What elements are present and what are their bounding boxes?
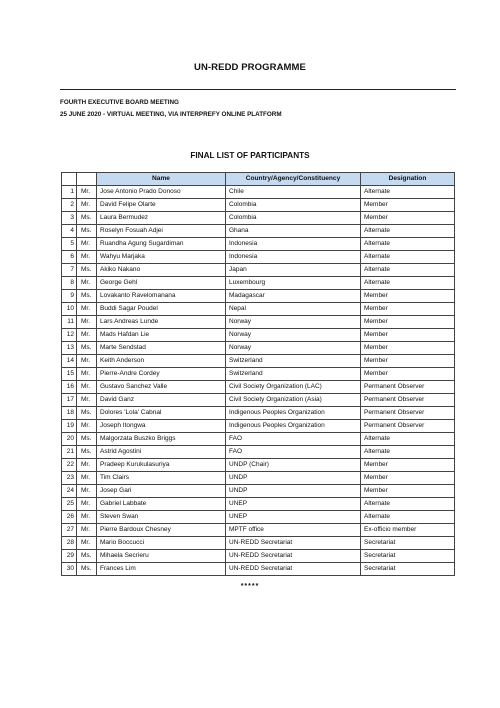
salutation: Mr. [77,394,97,407]
row-number: 17 [62,394,77,407]
salutation: Ms. [77,550,97,563]
salutation: Mr. [77,277,97,290]
row-number: 4 [62,225,77,238]
table-row [62,563,455,576]
row-number: 26 [62,511,77,524]
meeting-date-line: 25 JUNE 2020 - VIRTUAL MEETING, VIA INTERPREFY ONLINE PLATFORM [60,111,282,118]
salutation: Mr. [77,355,97,368]
row-number: 2 [62,199,77,212]
header-salutation [77,173,97,186]
row-number: 27 [62,524,77,537]
participant-name: David Ganz [97,394,226,407]
country-agency: Indigenous Peoples Organization [226,407,361,420]
salutation: Ms. [77,264,97,277]
country-agency: Indigenous Peoples Organization [226,420,361,433]
country-agency: Indonesia [226,238,361,251]
designation: Alternate [361,498,455,511]
participant-name: Pierre Bardoux Chesney [97,524,226,537]
participant-name: Wahyu Marjaka [97,251,226,264]
table-row [62,225,455,238]
table-row [62,264,455,277]
meeting-name: FOURTH EXECUTIVE BOARD MEETING [60,99,179,106]
table-row [62,433,455,446]
table-body [62,186,455,576]
participant-name: David Felipe Olarte [97,199,226,212]
table-row [62,524,455,537]
row-number: 6 [62,251,77,264]
table-row [62,472,455,485]
designation: Ex-officio member [361,524,455,537]
participant-name: Laura Bermudez [97,212,226,225]
salutation: Mr. [77,498,97,511]
designation: Alternate [361,238,455,251]
designation: Permanent Observer [361,407,455,420]
participant-name: Gabriel Labbate [97,498,226,511]
row-number: 10 [62,303,77,316]
designation: Member [361,368,455,381]
country-agency: Madagascar [226,290,361,303]
participant-name: Buddi Sagar Poudel [97,303,226,316]
country-agency: Norway [226,329,361,342]
row-number: 3 [62,212,77,225]
table-row [62,446,455,459]
country-agency: Chile [226,186,361,199]
country-agency: Civil Society Organization (Asia) [226,394,361,407]
participant-name: Josep Gari [97,485,226,498]
country-agency: Luxembourg [226,277,361,290]
country-agency: UN-REDD Secretariat [226,550,361,563]
salutation: Mr. [77,316,97,329]
country-agency: UNEP [226,511,361,524]
header-country: Country/Agency/Constituency [226,173,361,186]
participant-name: Steven Swan [97,511,226,524]
row-number: 15 [62,368,77,381]
salutation: Mr. [77,329,97,342]
salutation: Mr. [77,511,97,524]
header-rule [60,89,456,90]
table-row [62,498,455,511]
row-number: 30 [62,563,77,576]
designation: Member [361,290,455,303]
table-row [62,511,455,524]
participant-name: Dolores 'Lola' Cabnal [97,407,226,420]
table-row [62,368,455,381]
salutation: Ms. [77,446,97,459]
table-row [62,251,455,264]
row-number: 9 [62,290,77,303]
end-marker: ***** [240,583,260,590]
table-row [62,420,455,433]
designation: Alternate [361,433,455,446]
salutation: Ms. [77,433,97,446]
participant-name: Pierre-Andre Cordey [97,368,226,381]
participant-name: Marte Sendstad [97,342,226,355]
designation: Member [361,329,455,342]
participant-name: Mads Hafdan Lie [97,329,226,342]
salutation: Mr. [77,459,97,472]
row-number: 28 [62,537,77,550]
designation: Member [361,199,455,212]
participant-name: Pradeep Kurukulasuriya [97,459,226,472]
row-number: 20 [62,433,77,446]
designation: Member [361,303,455,316]
salutation: Mr. [77,420,97,433]
designation: Member [361,212,455,225]
designation: Permanent Observer [361,394,455,407]
salutation: Mr. [77,251,97,264]
country-agency: UNDP (Chair) [226,459,361,472]
participant-name: Akiko Nakano [97,264,226,277]
salutation: Mr. [77,199,97,212]
table-row [62,550,455,563]
row-number: 21 [62,446,77,459]
country-agency: FAO [226,433,361,446]
country-agency: Indonesia [226,251,361,264]
country-agency: Switzerland [226,355,361,368]
header-name: Name [97,173,226,186]
participant-name: Roselyn Fosuah Adjei [97,225,226,238]
designation: Member [361,342,455,355]
salutation: Mr. [77,485,97,498]
row-number: 8 [62,277,77,290]
row-number: 11 [62,316,77,329]
list-title: FINAL LIST OF PARTICIPANTS [190,151,310,160]
designation: Secretariat [361,550,455,563]
country-agency: Civil Society Organization (LAC) [226,381,361,394]
participant-name: Gustavo Sanchez Valle [97,381,226,394]
country-agency: UNDP [226,472,361,485]
table-row [62,238,455,251]
designation: Alternate [361,446,455,459]
country-agency: Nepal [226,303,361,316]
header-designation: Designation [361,173,455,186]
row-number: 13 [62,342,77,355]
table-row [62,459,455,472]
country-agency: UN-REDD Secretariat [226,537,361,550]
salutation: Mr. [77,472,97,485]
table-row [62,394,455,407]
table-row [62,381,455,394]
salutation: Ms. [77,342,97,355]
designation: Alternate [361,277,455,290]
country-agency: UNDP [226,485,361,498]
row-number: 7 [62,264,77,277]
designation: Secretariat [361,563,455,576]
designation: Alternate [361,511,455,524]
salutation: Mr. [77,537,97,550]
table-row [62,407,455,420]
participant-name: Ruandha Agung Sugardiman [97,238,226,251]
table-row [62,342,455,355]
country-agency: Colombia [226,199,361,212]
country-agency: Norway [226,316,361,329]
participant-name: Lars Andreas Lunde [97,316,226,329]
document-title: UN-REDD PROGRAMME [193,62,306,73]
designation: Alternate [361,264,455,277]
designation: Secretariat [361,537,455,550]
salutation: Ms. [77,563,97,576]
country-agency: Japan [226,264,361,277]
salutation: Mr. [77,238,97,251]
table-row [62,355,455,368]
table-row [62,329,455,342]
designation: Permanent Observer [361,381,455,394]
designation: Member [361,316,455,329]
row-number: 16 [62,381,77,394]
salutation: Ms. [77,407,97,420]
country-agency: Colombia [226,212,361,225]
salutation: Mr. [77,368,97,381]
row-number: 18 [62,407,77,420]
table-row [62,485,455,498]
salutation: Ms. [77,225,97,238]
designation: Permanent Observer [361,420,455,433]
participant-name: Frances Lim [97,563,226,576]
participant-name: Mihaela Secrieru [97,550,226,563]
participant-name: Astrid Agostini [97,446,226,459]
row-number: 14 [62,355,77,368]
country-agency: Ghana [226,225,361,238]
salutation: Ms. [77,212,97,225]
header-number [62,173,77,186]
participant-name: Joseph Itongwa [97,420,226,433]
participant-name: Keith Anderson [97,355,226,368]
table-row [62,186,455,199]
row-number: 5 [62,238,77,251]
participant-name: Mario Boccucci [97,537,226,550]
row-number: 22 [62,459,77,472]
designation: Alternate [361,225,455,238]
designation: Alternate [361,186,455,199]
table-row [62,277,455,290]
country-agency: UNEP [226,498,361,511]
row-number: 19 [62,420,77,433]
table-row [62,212,455,225]
salutation: Mr. [77,381,97,394]
country-agency: UN-REDD Secretariat [226,563,361,576]
table-row [62,316,455,329]
designation: Member [361,459,455,472]
table-row [62,303,455,316]
row-number: 1 [62,186,77,199]
participant-name: Tim Clairs [97,472,226,485]
participant-name: George Gehl [97,277,226,290]
row-number: 25 [62,498,77,511]
country-agency: MPTF office [226,524,361,537]
salutation: Mr. [77,524,97,537]
country-agency: Norway [226,342,361,355]
designation: Member [361,485,455,498]
salutation: Ms. [77,290,97,303]
designation: Member [361,355,455,368]
designation: Alternate [361,251,455,264]
participants-table [61,172,455,576]
table-row [62,199,455,212]
participant-name: Lovakanto Ravelomanana [97,290,226,303]
country-agency: FAO [226,446,361,459]
participant-name: Jose Antonio Prado Donoso [97,186,226,199]
country-agency: Switzerland [226,368,361,381]
row-number: 29 [62,550,77,563]
table-row [62,537,455,550]
row-number: 23 [62,472,77,485]
table-row [62,290,455,303]
participant-name: Malgorzata Buszko Briggs [97,433,226,446]
table-header-row [62,173,455,186]
designation: Member [361,472,455,485]
salutation: Mr. [77,186,97,199]
row-number: 24 [62,485,77,498]
row-number: 12 [62,329,77,342]
salutation: Mr. [77,303,97,316]
